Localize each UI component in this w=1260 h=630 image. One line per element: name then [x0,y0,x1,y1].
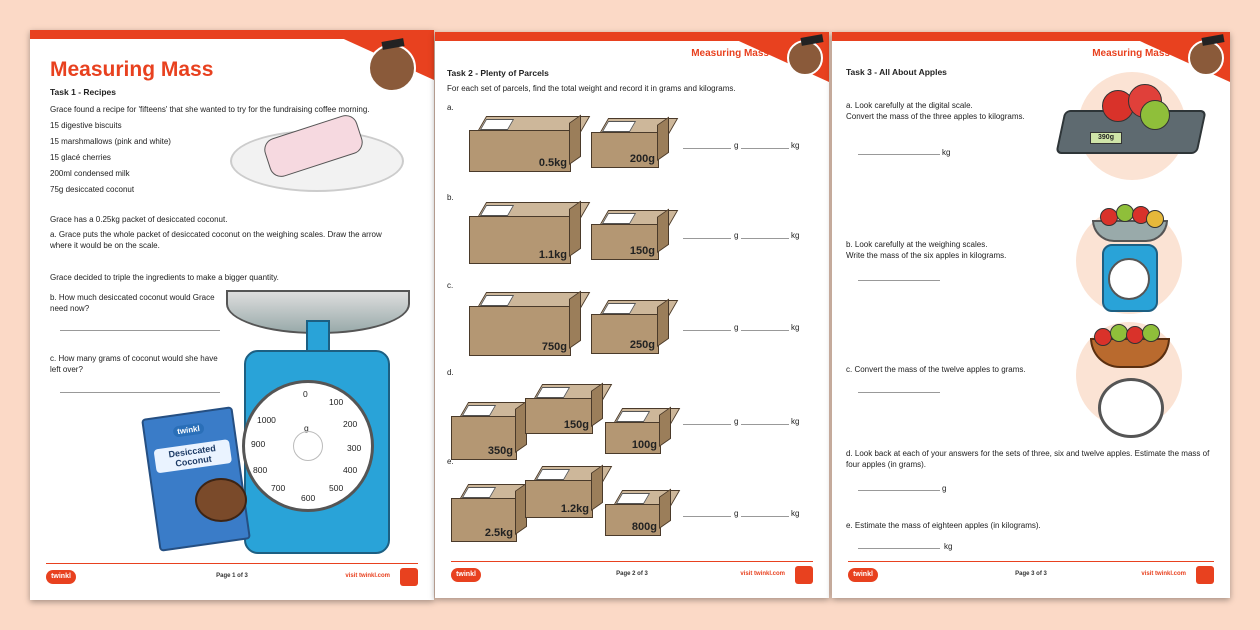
badge-icon [400,568,418,586]
ingredient-item: 200ml condensed milk [50,169,130,178]
answer-line-kg[interactable] [741,516,789,517]
page-number: Page 2 of 3 [616,571,648,577]
unit-kg: kg [791,509,800,518]
coconut-packet [141,406,251,551]
task-heading: Task 3 - All About Apples [846,67,947,77]
unit-g: g [734,509,739,518]
dial-label: 600 [301,493,316,503]
twinkl-logo: twinkl [46,570,76,584]
unit-g: g [942,484,947,493]
unit-kg: kg [791,141,800,150]
answer-line-g[interactable] [683,424,731,425]
dial-label: 0 [303,389,308,399]
question-b: b. How much desiccated coconut would Grace need now? [50,293,215,313]
parcel [591,118,669,168]
scale-dial [242,380,374,512]
answer-line-g[interactable] [683,148,731,149]
task-heading: Task 2 - Plenty of Parcels [447,68,549,78]
parcel-weight: 750g [541,341,567,353]
unit-kg: kg [791,231,800,240]
visit-link[interactable]: visit twinkl.com [345,573,390,579]
set-letter: e. [447,457,454,466]
digital-display: 390g [1090,132,1122,144]
question-b: b. Look carefully at the weighing scales. Write the mass of the six apples in kilograms. [846,240,1007,260]
set-letter: c. [447,281,454,290]
apple-icon [1142,324,1160,342]
dial-label: 400 [343,465,358,475]
parcel-weight: 150g [629,245,655,257]
answer-line-a[interactable] [858,154,940,155]
ingredient-item: 75g desiccated coconut [50,185,135,194]
badge-icon [795,566,813,584]
dial-label: 100 [329,397,344,407]
unit-kg: kg [791,417,800,426]
dial-label: 900 [251,439,266,449]
question-d: d. Look back at each of your answers for the sets of three, six and twelve apples. Estimate the mass of four apples (in grams). [846,449,1210,469]
question-a: a. Look carefully at the digital scale. Convert the mass of the three apples to kilograms. [846,101,1025,121]
unit-kg: kg [791,323,800,332]
set-letter: b. [447,193,454,202]
dial-label: 500 [329,483,344,493]
unit-kg: kg [942,148,951,157]
unit-g: g [734,231,739,240]
answer-line-kg[interactable] [741,330,789,331]
dial-label: 700 [271,483,286,493]
visit-link[interactable]: visit twinkl.com [1141,571,1186,577]
parcel [525,466,603,518]
dial-label: 1000 [257,415,276,425]
packet-name: Desiccated Coconut [153,439,232,473]
page-number: Page 3 of 3 [1015,571,1047,577]
twinkl-logo: twinkl [848,568,878,582]
page-header: Measuring Mass [691,48,769,59]
answer-line-g[interactable] [683,516,731,517]
scale-stem [306,320,330,354]
twinkl-logo: twinkl [451,568,481,582]
parcel [605,490,671,536]
page-number: Page 1 of 3 [216,573,248,579]
parcel [605,408,671,454]
parcel-weight: 1.2kg [560,503,589,515]
parcel-weight: 1.1kg [538,249,567,261]
question-e: e. Estimate the mass of eighteen apples (in kilograms). [846,521,1041,530]
unit-g: g [734,417,739,426]
answer-line-e[interactable] [858,548,940,549]
dial-unit: g [304,423,309,433]
dial-label: 200 [343,419,358,429]
answer-line-c[interactable] [60,392,220,393]
ingredient-item: 15 digestive biscuits [50,121,122,130]
worksheet-page-3 [832,32,1230,598]
question-c: c. Convert the mass of the twelve apples to grams. [846,365,1026,374]
answer-line-g[interactable] [683,238,731,239]
badge-icon [1196,566,1214,584]
ingredient-item: 15 glacé cherries [50,153,111,162]
apple-icon [1140,100,1170,130]
visit-link[interactable]: visit twinkl.com [740,571,785,577]
parcel [525,384,603,434]
worksheet-page-1 [30,30,434,600]
packet-brand-label: twinkl [173,422,205,437]
dial-label: 800 [253,465,268,475]
parcel-weight: 250g [629,339,655,351]
worksheet-page-2 [435,32,829,598]
parcel-weight: 2.5kg [484,527,513,539]
page-title: Measuring Mass [50,58,214,81]
page-footer [451,561,813,584]
hanging-scale [1098,378,1164,438]
page-footer [848,561,1214,584]
scale-dial-small [1108,258,1150,300]
unit-kg: kg [944,542,953,551]
parcel [451,484,527,542]
parcel-weight: 350g [487,445,513,457]
digital-scale [1055,110,1206,154]
apple-icon [1146,210,1164,228]
answer-line-d[interactable] [858,490,940,491]
intro-text: Grace found a recipe for 'fifteens' that she wanted to try for the fundraising coffee morning. [50,105,370,114]
set-letter: a. [447,103,454,112]
parcel [451,402,527,460]
answer-line-kg[interactable] [741,424,789,425]
page-header: Measuring Mass [1092,48,1170,59]
question-c: c. How many grams of coconut would she have left over? [50,354,218,374]
triple-text: Grace decided to triple the ingredients to make a bigger quantity. [50,273,279,282]
parcel [591,300,669,354]
dial-label: 300 [347,443,362,453]
parcel-weight: 100g [631,439,657,451]
set-letter: d. [447,368,454,377]
mascot-icon [1188,40,1224,76]
dial-centre [293,431,323,461]
coconut-icon [195,478,247,522]
mascot-icon [368,44,416,92]
answer-line-c[interactable] [858,392,940,393]
answer-line-g[interactable] [683,330,731,331]
parcel-weight: 150g [563,419,589,431]
answer-line-kg[interactable] [741,238,789,239]
parcel [591,210,669,260]
unit-g: g [734,141,739,150]
page-footer [46,563,418,586]
unit-g: g [734,323,739,332]
task-heading: Task 1 - Recipes [50,87,116,97]
answer-line-b[interactable] [858,280,940,281]
parcel [469,202,581,264]
instruction-text: For each set of parcels, find the total weight and record it in grams and kilograms. [447,84,736,93]
parcel [469,292,581,356]
parcel [469,116,581,172]
parcel-weight: 0.5kg [538,157,567,169]
packet-text: Grace has a 0.25kg packet of desiccated coconut. [50,215,228,224]
parcel-weight: 800g [631,521,657,533]
question-a: a. Grace puts the whole packet of desiccated coconut on the weighing scales. Draw the arrow where it would be on the scale. [50,230,382,250]
mascot-icon [787,40,823,76]
ingredient-item: 15 marshmallows (pink and white) [50,137,171,146]
parcel-weight: 200g [629,153,655,165]
answer-line-b[interactable] [60,330,220,331]
answer-line-kg[interactable] [741,148,789,149]
